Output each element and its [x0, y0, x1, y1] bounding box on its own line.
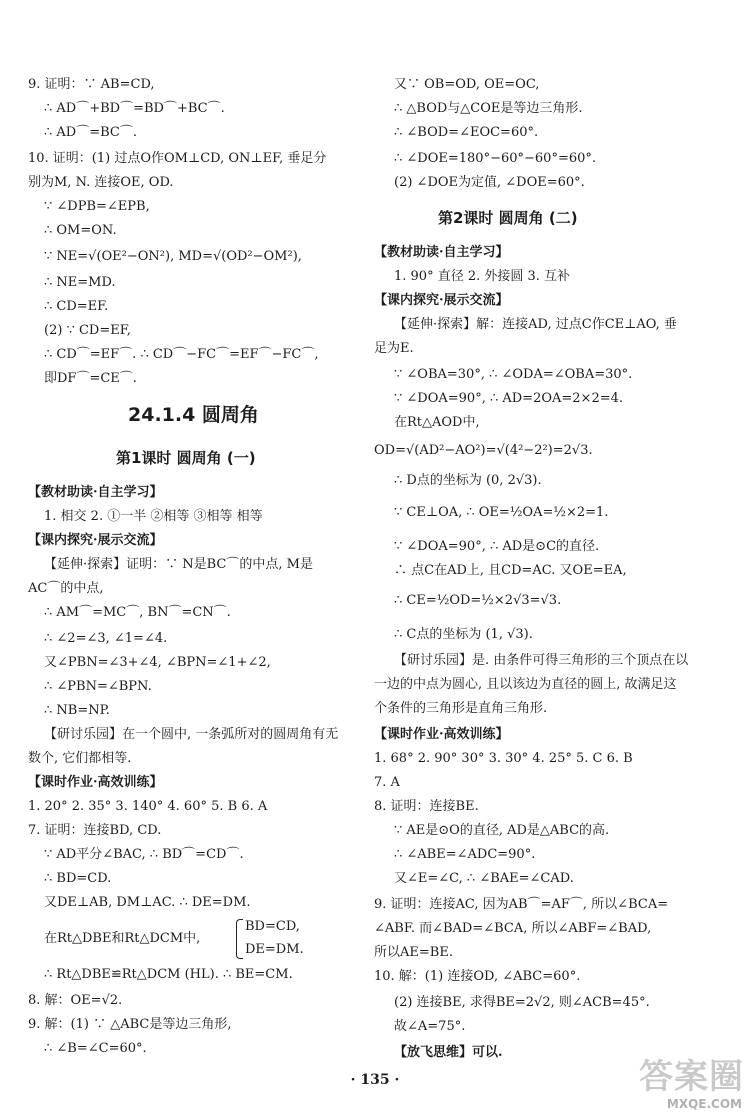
text-line: 所以AE=BE. [374, 945, 453, 960]
text-line: 1. 20° 2. 35° 3. 140° 4. 60° 5. B 6. A [28, 799, 268, 814]
text-line: 10. 证明：(1) 过点O作OM⊥CD, ON⊥EF, 垂足分 [28, 151, 327, 166]
watermark-url: MXQE.COM [666, 1097, 742, 1111]
text-line: 1. 90° 直径 2. 外接圆 3. 互补 [394, 269, 571, 284]
section-label: 【课时作业·高效训练】 [28, 775, 163, 790]
text-line: 一边的中点为圆心, 且以该边为直径的圆上, 故满足这 [374, 677, 677, 692]
text-line: ∵ AD平分∠BAC, ∴ BD⌒=CD⌒. [44, 847, 244, 862]
text-line: ∴ Rt△DBE≌Rt△DCM (HL). ∴ BE=CM. [44, 967, 293, 982]
text-line: AC⌒的中点, [28, 581, 104, 596]
text-line: 10. 解：(1) 连接OD, ∠ABC=60°. [374, 969, 581, 984]
text-line: 又DE⊥AB, DM⊥AC. ∴ DE=DM. [44, 895, 251, 910]
text-line: ∠ABF. 而∠BAD=∠BCA, 所以∠ABF=∠BAD, [374, 921, 652, 936]
section-label: 【课时作业·高效训练】 [374, 727, 509, 742]
text-line: 9. 证明：∵ AB=CD, [28, 77, 155, 92]
text-line: 1. 相交 2. ①一半 ②相等 ③相等 相等 [44, 509, 263, 524]
text-line: ∴ CE=½OD=½×2√3=√3. [394, 593, 562, 608]
section-label: 【教材助读·自主学习】 [374, 245, 509, 260]
watermark-logo [594, 1049, 744, 1111]
text-line: ∴ CD=EF. [44, 299, 109, 314]
text-line: 故∠A=75°. [394, 1019, 466, 1034]
text-line: (2) 连接BE, 求得BE=2√2, 则∠ACB=45°. [394, 995, 650, 1010]
text-line: ∴ CD⌒=EF⌒. ∴ CD⌒−FC⌒=EF⌒−FC⌒, [44, 347, 319, 362]
text-line: 8. 解：OE=√2. [28, 993, 123, 1008]
text-line: 又∠PBN=∠3+∠4, ∠BPN=∠1+∠2, [44, 655, 271, 670]
text-line: 在Rt△AOD中, [394, 415, 480, 430]
watermark-text: 答案圈 [639, 1057, 744, 1097]
text-line: ∴ NE=MD. [44, 275, 116, 290]
section-label: 【放飞思维】可以. [394, 1045, 503, 1060]
text-line: 又∵ OB=OD, OE=OC, [394, 77, 540, 92]
text-line: 又∠E=∠C, ∴ ∠BAE=∠CAD. [394, 871, 574, 886]
text-line: ∴ OM=ON. [44, 223, 117, 238]
brace [236, 919, 243, 959]
text-line: ∴ AD⌒+BD⌒=BD⌒+BC⌒. [44, 101, 225, 116]
text-line: 【研讨乐园】是. 由条件可得三角形的三个顶点在以 [394, 653, 689, 668]
text-line: ∵ NE=√(OE²−ON²), MD=√(OD²−OM²), [44, 249, 302, 264]
section-label: 【课内探究·展示交流】 [374, 293, 509, 308]
text-line: ∴ D点的坐标为 (0, 2√3). [394, 473, 542, 488]
text-line: ∵ ∠DOA=90°, ∴ AD是⊙C的直径. [394, 539, 600, 554]
text-line: ∴ NB=NP. [44, 703, 110, 718]
text-line: 1. 68° 2. 90° 30° 3. 30° 4. 25° 5. C 6. B [374, 751, 633, 766]
text-line: 足为E. [374, 341, 414, 356]
text-line: ∵ AE是⊙O的直径, AD是△ABC的高. [394, 823, 610, 838]
text-line: (2) ∠DOE为定值, ∠DOE=60°. [394, 175, 585, 190]
text-line: 9. 解：(1) ∵ △ABC是等边三角形, [28, 1017, 232, 1032]
text-line: ∴ ∠PBN=∠BPN. [44, 679, 152, 694]
text-line: ∴ BD=CD. [44, 871, 112, 886]
text-line: ∴ AM⌒=MC⌒, BN⌒=CN⌒. [44, 605, 231, 620]
text-line: ∴ ∠ABE=∠ADC=90°. [394, 847, 536, 862]
text-line: (2) ∵ CD=EF, [44, 323, 131, 338]
text-line: DE=DM. [245, 942, 304, 957]
text-line: ∴ ∠DOE=180°−60°−60°=60°. [394, 151, 597, 166]
lesson-title: 第2课时 圆周角 (二) [438, 209, 578, 227]
text-line: 9. 证明：连接AC, 因为AB⌒=AF⌒, 所以∠BCA= [374, 897, 669, 912]
page-number: · 135 · [350, 1072, 400, 1088]
text-line: 个条件的三角形是直角三角形. [374, 701, 548, 716]
text-line: 8. 证明：连接BE. [374, 799, 479, 814]
text-line: ∵ ∠DOA=90°, ∴ AD=2OA=2×2=4. [394, 391, 624, 406]
text-line: ∵ ∠OBA=30°, ∴ ∠ODA=∠OBA=30°. [394, 367, 633, 382]
text-line: ∴ 点C在AD上, 且CD=AC. 又OE=EA, [394, 563, 627, 578]
text-line: ∴ AD⌒=BC⌒. [44, 125, 137, 140]
text-line: 【延伸·探索】证明：∵ N是BC⌒的中点, M是 [44, 557, 313, 572]
text-line: 在Rt△DBE和Rt△DCM中, [44, 931, 201, 946]
section-label: 【课内探究·展示交流】 [28, 533, 163, 548]
text-line: 即DF⌒=CE⌒. [44, 371, 137, 386]
text-line: ∵ ∠DPB=∠EPB, [44, 199, 150, 214]
text-line: 数个, 它们都相等. [28, 751, 132, 766]
text-line: ∴ △BOD与△COE是等边三角形. [394, 101, 583, 116]
section-title: 24.1.4 圆周角 [128, 404, 259, 426]
text-line: 7. 证明：连接BD, CD. [28, 823, 162, 838]
lesson-title: 第1课时 圆周角 (一) [116, 449, 256, 467]
text-line: 7. A [374, 775, 400, 790]
text-line: ∴ ∠BOD=∠EOC=60°. [394, 125, 539, 140]
text-line: 【延伸·探索】解：连接AD, 过点C作CE⊥AO, 垂 [394, 317, 677, 332]
section-label: 【教材助读·自主学习】 [28, 485, 163, 500]
text-line: ∵ CE⊥OA, ∴ OE=½OA=½×2=1. [394, 505, 609, 520]
text-line: ∴ ∠B=∠C=60°. [44, 1041, 147, 1056]
text-line: 别为M, N. 连接OE, OD. [28, 175, 174, 190]
text-line: ∴ C点的坐标为 (1, √3). [394, 627, 533, 642]
text-line: 【研讨乐园】在一个圆中, 一条弧所对的圆周角有无 [44, 727, 339, 742]
text-line: OD=√(AD²−AO²)=√(4²−2²)=2√3. [374, 443, 593, 458]
text-line: BD=CD, [245, 919, 300, 934]
text-line: ∴ ∠2=∠3, ∠1=∠4. [44, 631, 168, 646]
